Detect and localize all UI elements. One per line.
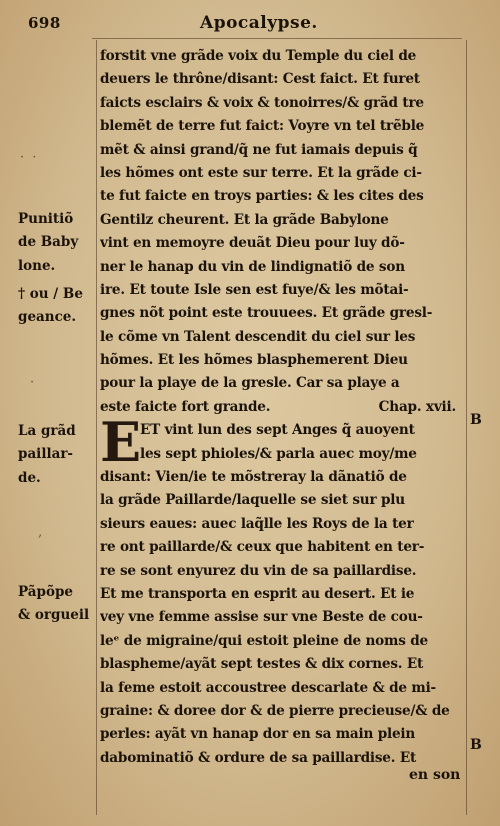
text-line: les hõmes ont este sur terre. Et la grãde ci-: [100, 164, 422, 181]
text-line: ner le hanap du vin de lindignatiõ de son: [100, 258, 405, 275]
margin-note: [18, 283, 100, 330]
page-frame-rule-top: [92, 38, 462, 39]
text-line: leᵉ de migraine/qui estoit pleine de noms de: [100, 632, 428, 649]
catchword: en son: [409, 767, 461, 783]
text-line: deuers le thrône/disant: Cest faict. Et furet: [100, 71, 420, 88]
text-line: ire. Et toute Isle sen est fuye/& les mõtai-: [100, 281, 409, 298]
text-line: la feme estoit accoustree descarlate & de mi-: [100, 679, 436, 696]
text-line: Gentilz cheurent. Et la grãde Babylone: [100, 211, 389, 228]
running-header: [28, 14, 468, 36]
margin-note: [18, 581, 100, 628]
text-line: vey vne femme assise sur vne Beste de cou-: [100, 609, 423, 626]
folio-number: 698: [28, 14, 61, 32]
text-line-with-chapter-heading: [100, 396, 472, 419]
text-line: pour la playe de la gresle. Car sa playe a: [100, 375, 400, 392]
ornament-dots: ‚: [38, 525, 45, 540]
margin-note-line: † ou / Be: [18, 286, 83, 302]
text-line: hõmes. Et les hõmes blasphemerent Dieu: [100, 352, 408, 369]
text-line: forstit vne grãde voix du Temple du ciel de: [100, 48, 417, 64]
text-line: re ont paillarde/& ceux que habitent en ter-: [100, 539, 425, 556]
margin-note-line: & orgueil: [18, 607, 90, 624]
chapter-heading: Chap. xvii.: [378, 398, 456, 415]
drop-initial: E: [100, 410, 142, 474]
margin-note-line: de.: [18, 469, 41, 486]
margin-note-line: La grãd: [18, 423, 76, 439]
ornament-dots: · ·: [20, 150, 39, 165]
margin-note-line: Pãpõpe: [18, 584, 74, 600]
text-line: disant: Vien/ie te mõstreray la dãnatiõ de: [100, 469, 407, 486]
margin-note-line: de Baby: [18, 234, 79, 251]
ornament-dots: ·: [30, 375, 37, 390]
text-line: vint en memoyre deuãt Dieu pour luy dõ-: [100, 235, 405, 252]
margin-note-line: paillar-: [18, 446, 74, 463]
running-title: Apocalypse.: [200, 13, 318, 33]
text-line: gnes nõt point este trouuees. Et grãde gresl-: [100, 305, 433, 322]
text-line: dabominatiõ & ordure de sa paillardise. Et: [100, 749, 417, 766]
margin-note: [18, 208, 100, 278]
text-line: les sept phioles/& parla auec moy/me: [140, 445, 417, 462]
text-line: ET vint lun des sept Anges q̃ auoyent: [140, 422, 415, 439]
text-line: graine: & doree dor & de pierre precieuse/& de: [100, 702, 450, 719]
text-line: perles: ayãt vn hanap dor en sa main plein: [100, 726, 416, 743]
text-line: le cõme vn Talent descendit du ciel sur les: [100, 328, 416, 345]
text-line: blaspheme/ayãt sept testes & dix cornes. Et: [100, 656, 424, 673]
text-line: re se sont enyurez du vin de sa paillardise.: [100, 562, 417, 579]
margin-note-line: geance.: [18, 309, 77, 326]
text-line: blemẽt de terre fut faict: Voyre vn tel trẽble: [100, 118, 425, 135]
signature-mark: B: [470, 412, 482, 428]
margin-note-line: Punitiõ: [18, 211, 74, 227]
text-line: te fut faicte en troys parties: & les cites des: [100, 188, 424, 205]
margin-note: [18, 420, 100, 490]
margin-note-line: lone.: [18, 257, 56, 274]
main-text-block: [100, 45, 472, 770]
text-line: mẽt & ainsi grand/q̃ ne fut iamais depuis q̃: [100, 141, 418, 158]
text-line: Et me transporta en esprit au desert. Et ie: [100, 585, 415, 602]
text-line: sieurs eaues: auec laq̃lle les Roys de la ter: [100, 515, 414, 532]
text-line: faicts esclairs & voix & tonoirres/& grãd tre: [100, 94, 424, 111]
text-line: la grãde Paillarde/laquelle se siet sur plu: [100, 492, 405, 509]
text-line: este faicte fort grande.: [100, 398, 271, 415]
signature-mark: B: [470, 737, 482, 753]
